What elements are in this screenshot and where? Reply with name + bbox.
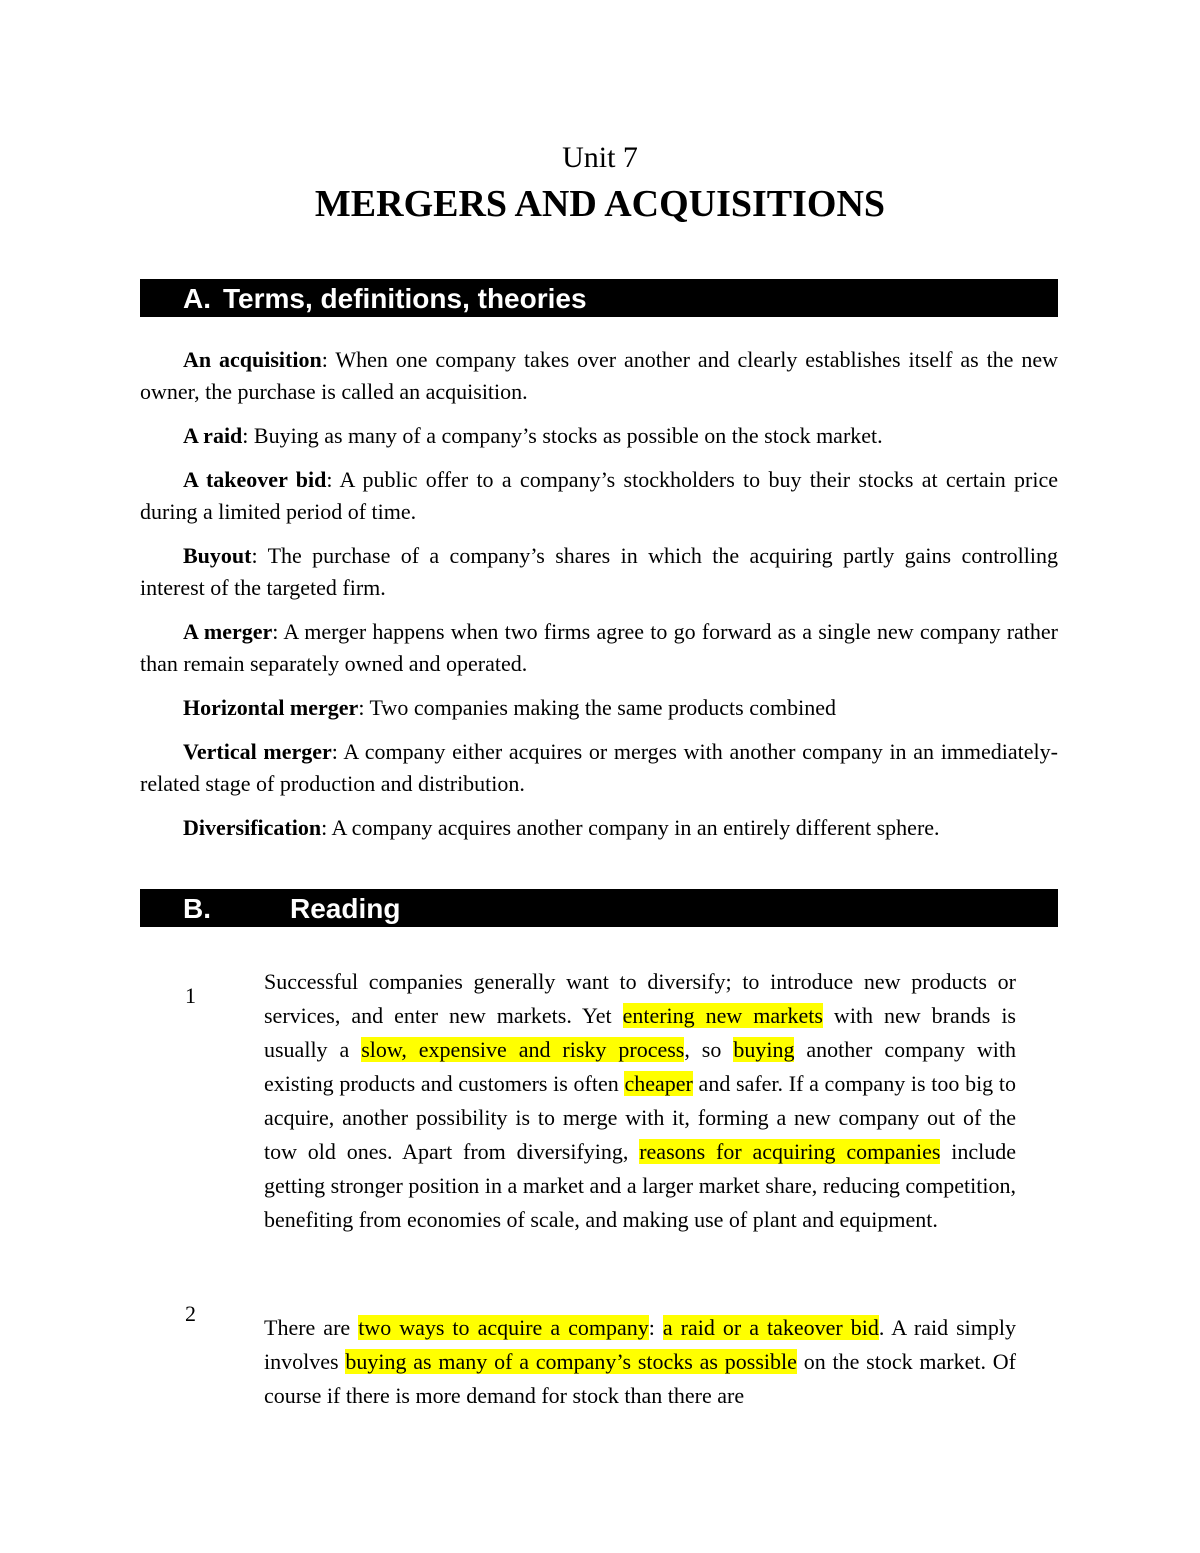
highlighted-text: a raid or a takeover bid [662,1315,879,1340]
definition-separator: : [321,815,332,840]
definition-separator: : [242,423,254,448]
definition-text: A public offer to a company’s stockholders to buy their stocks at certain price during a limited period of time. [140,467,1058,524]
paragraph-text: There are [264,1315,359,1340]
paragraph-text: with new brands is usually a [264,1003,1016,1062]
definition-term: Buyout [183,543,252,568]
definition-item [140,540,1058,604]
definition-text: A company either acquires or merges with another company in an immediately-related stage of production and distribution. [140,739,1058,796]
definition-item [140,420,1058,452]
paragraph-text: Successful companies generally want to diversify; to introduce new products or services, and enter new markets. Yet [264,969,1016,1028]
definition-separator: : [251,543,268,568]
definition-item [140,616,1058,680]
definition-term: A takeover bid [183,467,327,492]
section-a-heading [140,279,1058,317]
definition-text: Buying as many of a company’s stocks as possible on the stock market. [253,423,883,448]
definition-term: Vertical merger [183,739,332,764]
definition-separator: : [326,467,340,492]
definition-text: A company acquires another company in an entirely different sphere. [331,815,940,840]
definition-item [140,812,1058,844]
highlighted-text: buying as many of a company’s stocks as possible [345,1349,797,1374]
definition-item [140,344,1058,408]
paragraph-text: include getting stronger position in a market and a larger market share, reducing competition, benefiting from economies of scale, and making use of plant and equipment. [264,1139,1016,1232]
definition-term: Diversification [183,815,322,840]
section-b-heading [140,889,1058,927]
definition-separator: : [358,695,370,720]
highlighted-text: entering new markets [622,1003,823,1028]
reading-paragraph [264,965,1016,1237]
page-title: MERGERS AND ACQUISITIONS [314,183,886,225]
paragraph-text: and safer. If a company is too big to acquire, another possibility is to merge with it, forming a new company out of the tow old ones. Apart from diversifying, [264,1071,1016,1164]
paragraph-number: 2 [185,1301,196,1326]
unit-label: Unit 7 [562,141,638,174]
reading-paragraph [264,1311,1016,1413]
definition-term: A raid [183,423,243,448]
section-a-title: Terms, definitions, theories [223,283,587,314]
definition-separator: : [272,619,284,644]
definition-item [140,692,1058,724]
section-b-title: Reading [290,893,401,924]
highlighted-text: cheaper [624,1071,693,1096]
highlighted-text: buying [733,1037,795,1062]
section-a-letter: A. [183,283,211,314]
definition-separator: : [321,347,336,372]
paragraph-text: on the stock market. Of course if there is more demand for stock than there are [264,1349,1016,1408]
section-b-letter: B. [183,893,211,924]
definition-term: A merger [183,619,273,644]
reading-section [140,962,1058,1442]
definition-text: The purchase of a company’s shares in which the acquiring partly gains controlling interest of the targeted firm. [140,543,1058,600]
definition-item [140,736,1058,800]
highlighted-text: slow, expensive and risky process [361,1037,685,1062]
definition-item [140,464,1058,528]
paragraph-text: , so [684,1037,734,1062]
paragraph-text: . A raid simply involves [264,1315,1017,1374]
definition-term: An acquisition [183,347,322,372]
definitions-list [140,344,1058,856]
definition-text: When one company takes over another and clearly establishes itself as the new owner, the purchase is called an acquisition. [140,347,1058,404]
paragraph-text: : [648,1315,663,1340]
definition-term: Horizontal merger [183,695,359,720]
definition-text: Two companies making the same products combined [369,695,836,720]
highlighted-text: reasons for acquiring companies [639,1139,941,1164]
highlighted-text: two ways to acquire a company [358,1315,649,1340]
definition-text: A merger happens when two firms agree to go forward as a single new company rather than remain separately owned and operated. [140,619,1058,676]
paragraph-text: another company with existing products and customers is often [264,1037,1017,1096]
definition-separator: : [331,739,344,764]
paragraph-number: 1 [185,983,196,1008]
